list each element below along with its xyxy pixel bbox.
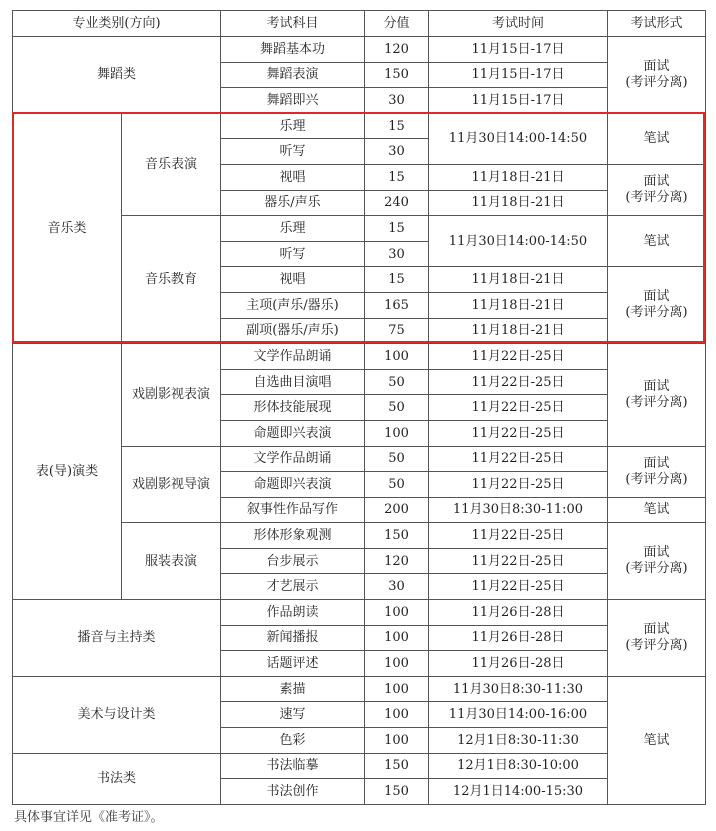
score-cell: 30 bbox=[365, 241, 429, 267]
time-cell: 11月26日-28日 bbox=[429, 600, 608, 626]
score-cell: 75 bbox=[365, 318, 429, 344]
time-cell: 11月30日8:30-11:30 bbox=[429, 676, 608, 702]
form-line-1: 面试 bbox=[643, 58, 670, 74]
form-line-2: (考评分离) bbox=[625, 74, 688, 90]
form-cell: 笔试 bbox=[608, 216, 706, 267]
subject-cell: 才艺展示 bbox=[221, 574, 365, 600]
time-cell: 11月15日-17日 bbox=[429, 62, 608, 88]
time-cell: 11月30日14:00-16:00 bbox=[429, 702, 608, 728]
direction-cell: 服装表演 bbox=[122, 523, 221, 600]
subject-cell: 命题即兴表演 bbox=[221, 420, 365, 446]
time-cell: 11月26日-28日 bbox=[429, 625, 608, 651]
time-cell: 11月18日-21日 bbox=[429, 318, 608, 344]
form-line-2: (考评分离) bbox=[625, 637, 688, 653]
score-cell: 30 bbox=[365, 139, 429, 165]
direction-cell: 音乐教育 bbox=[122, 216, 221, 344]
score-cell: 100 bbox=[365, 420, 429, 446]
score-cell: 120 bbox=[365, 548, 429, 574]
score-cell: 50 bbox=[365, 446, 429, 472]
score-cell: 100 bbox=[365, 702, 429, 728]
score-cell: 30 bbox=[365, 574, 429, 600]
subject-cell: 文学作品朗诵 bbox=[221, 446, 365, 472]
subject-cell: 文学作品朗诵 bbox=[221, 344, 365, 370]
subject-cell: 素描 bbox=[221, 676, 365, 702]
score-cell: 120 bbox=[365, 37, 429, 63]
subject-cell: 舞蹈即兴 bbox=[221, 88, 365, 114]
score-cell: 50 bbox=[365, 472, 429, 498]
form-cell: 笔试 bbox=[608, 113, 706, 164]
score-cell: 150 bbox=[365, 753, 429, 779]
form-line-2: (考评分离) bbox=[625, 471, 688, 487]
time-cell: 11月22日-25日 bbox=[429, 420, 608, 446]
subject-cell: 乐理 bbox=[221, 113, 365, 139]
score-cell: 100 bbox=[365, 344, 429, 370]
subject-cell: 新闻播报 bbox=[221, 625, 365, 651]
time-cell: 11月30日14:00-14:50 bbox=[429, 113, 608, 164]
score-cell: 15 bbox=[365, 216, 429, 242]
subject-cell: 视唱 bbox=[221, 267, 365, 293]
form-line-2: (考评分离) bbox=[625, 305, 688, 321]
table-row bbox=[13, 753, 706, 779]
form-cell bbox=[608, 267, 706, 344]
time-cell: 11月18日-21日 bbox=[429, 267, 608, 293]
form-cell bbox=[608, 600, 706, 677]
category-cell: 播音与主持类 bbox=[13, 600, 221, 677]
table-row bbox=[13, 676, 706, 702]
subject-cell: 副项(器乐/声乐) bbox=[221, 318, 365, 344]
form-cell bbox=[608, 37, 706, 114]
score-cell: 15 bbox=[365, 164, 429, 190]
subject-cell: 自选曲目演唱 bbox=[221, 369, 365, 395]
subject-cell: 主项(声乐/器乐) bbox=[221, 292, 365, 318]
score-cell: 100 bbox=[365, 728, 429, 754]
form-line-1: 面试 bbox=[643, 455, 670, 471]
table-row bbox=[13, 344, 706, 370]
form-line-2: (考评分离) bbox=[625, 394, 688, 410]
score-cell: 240 bbox=[365, 190, 429, 216]
score-cell: 100 bbox=[365, 651, 429, 677]
subject-cell: 速写 bbox=[221, 702, 365, 728]
score-cell: 50 bbox=[365, 395, 429, 421]
subject-cell: 听写 bbox=[221, 139, 365, 165]
form-cell bbox=[608, 523, 706, 600]
form-cell bbox=[608, 446, 706, 497]
subject-cell: 叙事性作品写作 bbox=[221, 497, 365, 523]
form-cell bbox=[608, 344, 706, 446]
subject-cell: 器乐/声乐 bbox=[221, 190, 365, 216]
header-category: 专业类别(方向) bbox=[13, 11, 221, 37]
time-cell: 11月22日-25日 bbox=[429, 472, 608, 498]
score-cell: 15 bbox=[365, 113, 429, 139]
time-cell: 11月22日-25日 bbox=[429, 574, 608, 600]
time-cell: 11月18日-21日 bbox=[429, 292, 608, 318]
form-line-2: (考评分离) bbox=[625, 561, 688, 577]
form-line-1: 面试 bbox=[643, 378, 670, 394]
time-cell: 11月22日-25日 bbox=[429, 344, 608, 370]
score-cell: 200 bbox=[365, 497, 429, 523]
form-line-2: (考评分离) bbox=[625, 190, 688, 206]
subject-cell: 书法创作 bbox=[221, 779, 365, 805]
time-cell: 11月22日-25日 bbox=[429, 395, 608, 421]
table-row bbox=[13, 113, 706, 139]
subject-cell: 书法临摹 bbox=[221, 753, 365, 779]
form-line-1: 面试 bbox=[643, 545, 670, 561]
header-time: 考试时间 bbox=[429, 11, 608, 37]
form-line-1: 面试 bbox=[643, 174, 670, 190]
time-cell: 11月22日-25日 bbox=[429, 446, 608, 472]
form-line-1: 面试 bbox=[643, 289, 670, 305]
time-cell: 11月22日-25日 bbox=[429, 369, 608, 395]
table-row bbox=[13, 600, 706, 626]
category-cell: 美术与设计类 bbox=[13, 676, 221, 753]
subject-cell: 命题即兴表演 bbox=[221, 472, 365, 498]
subject-cell: 形体技能展现 bbox=[221, 395, 365, 421]
time-cell: 11月26日-28日 bbox=[429, 651, 608, 677]
header-form: 考试形式 bbox=[608, 11, 706, 37]
score-cell: 15 bbox=[365, 267, 429, 293]
time-cell: 11月22日-25日 bbox=[429, 548, 608, 574]
score-cell: 165 bbox=[365, 292, 429, 318]
header-score: 分值 bbox=[365, 11, 429, 37]
score-cell: 150 bbox=[365, 62, 429, 88]
subject-cell: 台步展示 bbox=[221, 548, 365, 574]
score-cell: 30 bbox=[365, 88, 429, 114]
subject-cell: 舞蹈表演 bbox=[221, 62, 365, 88]
form-cell: 笔试 bbox=[608, 676, 706, 804]
category-cell: 书法类 bbox=[13, 753, 221, 804]
subject-cell: 舞蹈基本功 bbox=[221, 37, 365, 63]
header-row bbox=[13, 11, 706, 37]
time-cell: 11月18日-21日 bbox=[429, 190, 608, 216]
subject-cell: 话题评述 bbox=[221, 651, 365, 677]
subject-cell: 形体形象观测 bbox=[221, 523, 365, 549]
category-cell: 舞蹈类 bbox=[13, 37, 221, 114]
direction-cell: 戏剧影视导演 bbox=[122, 446, 221, 523]
score-cell: 100 bbox=[365, 676, 429, 702]
table-row bbox=[13, 37, 706, 63]
subject-cell: 作品朗读 bbox=[221, 600, 365, 626]
time-cell: 11月30日8:30-11:00 bbox=[429, 497, 608, 523]
time-cell: 12月1日8:30-10:00 bbox=[429, 753, 608, 779]
score-cell: 50 bbox=[365, 369, 429, 395]
score-cell: 150 bbox=[365, 779, 429, 805]
direction-cell: 戏剧影视表演 bbox=[122, 344, 221, 446]
form-cell bbox=[608, 164, 706, 215]
form-cell: 笔试 bbox=[608, 497, 706, 523]
subject-cell: 听写 bbox=[221, 241, 365, 267]
time-cell: 11月22日-25日 bbox=[429, 523, 608, 549]
time-cell: 12月1日14:00-15:30 bbox=[429, 779, 608, 805]
direction-cell: 音乐表演 bbox=[122, 113, 221, 215]
time-cell: 11月18日-21日 bbox=[429, 164, 608, 190]
header-subject: 考试科目 bbox=[221, 11, 365, 37]
form-line-1: 面试 bbox=[643, 621, 670, 637]
subject-cell: 色彩 bbox=[221, 728, 365, 754]
exam-schedule-table bbox=[12, 10, 706, 805]
time-cell: 12月1日8:30-11:30 bbox=[429, 728, 608, 754]
category-cell: 音乐类 bbox=[13, 113, 122, 343]
score-cell: 150 bbox=[365, 523, 429, 549]
time-cell: 11月15日-17日 bbox=[429, 37, 608, 63]
subject-cell: 视唱 bbox=[221, 164, 365, 190]
time-cell: 11月30日14:00-14:50 bbox=[429, 216, 608, 267]
score-cell: 100 bbox=[365, 600, 429, 626]
subject-cell: 乐理 bbox=[221, 216, 365, 242]
footnote: 具体事宜详见《准考证》。 bbox=[14, 810, 164, 825]
category-cell: 表(导)演类 bbox=[13, 344, 122, 600]
score-cell: 100 bbox=[365, 625, 429, 651]
time-cell: 11月15日-17日 bbox=[429, 88, 608, 114]
